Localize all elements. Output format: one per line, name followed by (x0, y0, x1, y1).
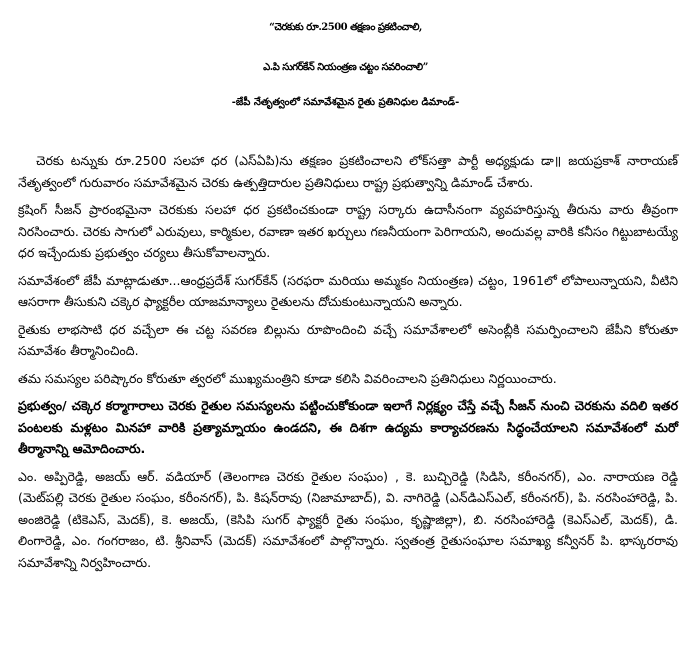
headline-line-2: ఎ.పి సుగర్‌కేన్ నియంత్రణ చట్టం సవరించాలి” (263, 62, 428, 73)
paragraph-3: సమావేశంలో జేపీ మాట్లాడుతూ...ఆంధ్రప్రదేశ్ సుగర్‌కేన్ (సరఫరా మరియు అమ్మకం నియంత్రణ) చట్టం, 1961లో లోపాలున్నాయని, వీటిని ఆసరాగా తీసుకుని చక్కెర ఫ్యాక్టరీల యాజమాన్యాలు రైతులను దోచుకుంటున్నాయని అన్నారు. (18, 272, 678, 309)
paragraph-6: ప్రభుత్వం/ చక్కెర కర్మాగారాలు చెరకు రైతుల సమస్యలను పట్టించుకోకుండా ఇలాగే నిర్లక్ష్యం చేస్తే వచ్చే సీజన్ నుంచి చెరకును వదిలి ఇతర పంటలకు మళ్లటం మినహా వారికి ప్రత్యామ్నాయం ఉండదని, ఈ దిశగా ఉద్యమ కార్యాచరణను సిద్ధంచేయాలని సమావేశంలో మరో తీర్మానాన్ని ఆమోదించారు. (18, 398, 678, 456)
paragraph-4: రైతుకు లాభసాటి ధర వచ్చేలా ఈ చట్ట సవరణ బిల్లును రూపొందించి వచ్చే సమావేశాలలో అసెంబ్లీకి సమర్పించాలని జేపీని కోరుతూ సమావేశం తీర్మానించింది. (18, 321, 678, 358)
paragraph-1: చెరకు టన్నుకు రూ.2500 సలహా ధర (ఎస్ఏపి)ను తక్షణం ప్రకటించాలని లోక్‌సత్తా పార్టీ అధ్యక్షుడు డా॥ జయప్రకాశ్ నారాయణ్ నేతృత్వంలో గురువారం సమావేశమైన చెరకు ఉత్పత్తిదారుల ప్రతినిధులు రాష్ట్ర ప్రభుత్వాన్ని డిమాండ్ చేశారు. (18, 153, 678, 190)
headline-line-1: “చెరకుకు రూ.2500 తక్షణం ప్రకటించాలి, (269, 22, 422, 33)
subheadline: -జేపీ నేతృత్వంలో సమావేశమైన రైతు ప్రతినిధుల డిమాండ్- (231, 97, 460, 108)
paragraph-7: ఎం. అప్పిరెడ్డి, అజయ్ ఆర్. వడియార్ (తెలంగాణ చెరకు రైతుల సంఘం) , కె. బుచ్చిరెడ్డి (సిడిసి, కరీంనగర్), ఎం. నారాయణ రెడ్డి (మెట్‌పల్లి చెరకు రైతుల సంఘం, కరీంనగర్), పి. కిషన్‌రావు (నిజామాబాద్), వి. నాగిరెడ్డి (ఎన్‌డిఎస్ఎల్, కరీంనగర్), పి. నరసింహారెడ్డి, పి. అంజిరెడ్డి (టికెఎస్, మెదక్), కె. అజయ్, (కెసిపి సుగర్ ఫ్యాక్టరీ రైతు సంఘం, కృష్ణాజిల్లా), బి. నరసింహారెడ్డి (కెఎస్ఎల్, మెదక్), డి. లింగారెడ్డి, ఎం. గంగరాజం, టి. శ్రీనివాస్ (మెదక్) సమావేశంలో పాల్గొన్నారు. స్వతంత్ర రైతుసంఘాల సమాఖ్య కన్వీనర్ పి. భాస్కరరావు సమావేశాన్ని నిర్వహించారు. (18, 468, 678, 570)
headline (0, 0, 691, 88)
article-body (18, 150, 678, 579)
paragraph-5: తమ సమస్యల పరిష్కారం కోరుతూ త్వరలో ముఖ్యమంత్రిని కూడా కలిసి వివరించాలని ప్రతినిధులు నిర్ణయించారు. (18, 370, 557, 386)
paragraph-2: క్రషింగ్ సీజన్ ప్రారంభమైనా చెరకుకు సలహా ధర ప్రకటించకుండా రాష్ట్ర సర్కారు ఉదాసీనంగా వ్యవహరిస్తున్న తీరును వారు తీవ్రంగా నిరసించారు. చెరకు సాగులో ఎరువులు, కార్మికుల, రవాణా ఇతర ఖర్చులు గణనీయంగా పెరిగాయని, అందువల్ల వారికి కనీసం గిట్టుబాటయ్యే ధర ఇచ్చేందుకు ప్రభుత్వం చర్యలు తీసుకోవాలన్నారు. (18, 202, 678, 260)
